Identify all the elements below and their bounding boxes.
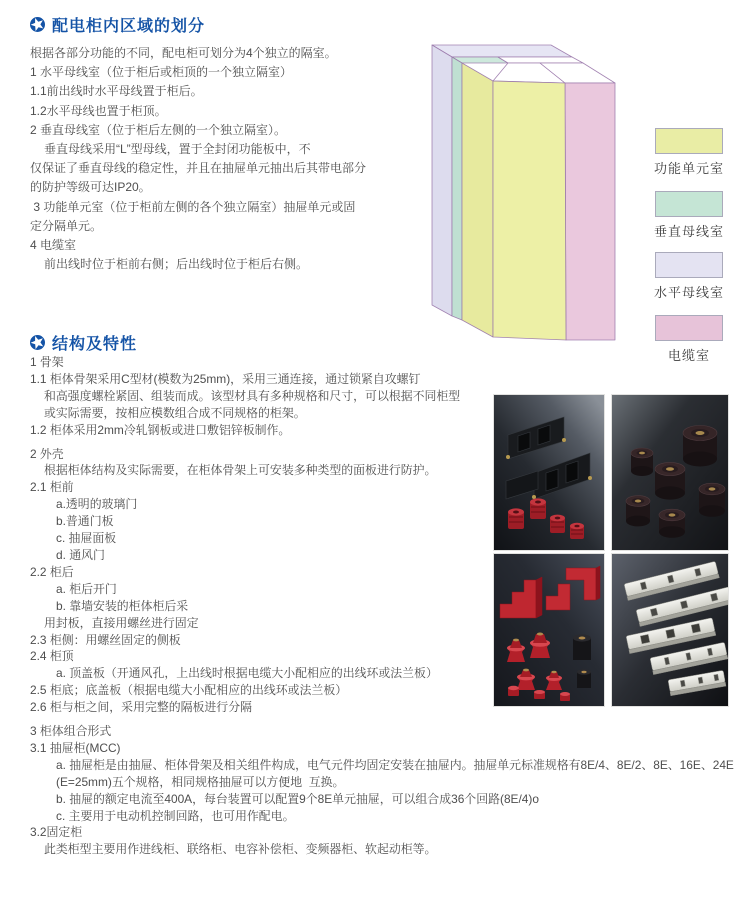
busbar-holders-image bbox=[612, 554, 728, 706]
legend-item-vertical bbox=[646, 191, 732, 240]
photo-busbar-clamps bbox=[493, 394, 605, 551]
text-line: 1 骨架 bbox=[30, 355, 64, 369]
text-line: 2 外壳 bbox=[30, 446, 64, 461]
text-line: 2 垂直母线室（位于柜后左侧的一个独立隔室）。 bbox=[30, 122, 287, 137]
busbar-clamps-image bbox=[494, 395, 604, 550]
text-line: a.透明的玻璃门 bbox=[56, 497, 138, 512]
legend-label: 电缆室 bbox=[667, 348, 710, 363]
legend-label: 垂直母线室 bbox=[653, 224, 724, 239]
text-line: 2.6 柜与柜之间，采用完整的隔板进行分隔 bbox=[30, 700, 252, 715]
text-line bbox=[30, 716, 742, 723]
text-line: 根据各部分功能的不同，配电柜可划分为4个独立的隔室。 bbox=[30, 46, 337, 60]
legend-label: 水平母线室 bbox=[653, 285, 724, 300]
text-line: b. 抽屉的额定电流至400A，每台装置可以配置9个8E单元抽屉，可以组合成36个回路(8E/4)o bbox=[56, 791, 539, 806]
text-line: 1.1前出线时水平母线置于柜后。 bbox=[30, 84, 203, 99]
text-line: 3.2固定柜 bbox=[30, 825, 83, 840]
text-line: b.普通门板 bbox=[56, 514, 114, 529]
star-circle-icon bbox=[30, 335, 45, 350]
text-line: d. 通风门 bbox=[56, 547, 105, 562]
text-line: 定分隔单元。 bbox=[30, 218, 103, 233]
text-line: 的防护等级可达IP20。 bbox=[30, 180, 151, 195]
photo-busbar-holders bbox=[611, 553, 729, 707]
text-line: 4 电缆室 bbox=[30, 238, 77, 253]
section1-body bbox=[30, 44, 440, 274]
cable-room-front-face bbox=[565, 83, 615, 340]
photo-red-insulators bbox=[493, 553, 605, 707]
text-line: 此类柜型主要用作进线柜、联络柜、电容补偿柜、变频器柜、软起动柜等。 bbox=[44, 842, 437, 857]
legend-item-horizontal bbox=[646, 252, 732, 301]
text-line: 2.4 柜顶 bbox=[30, 649, 74, 664]
legend-item-functional bbox=[646, 128, 732, 177]
text-line: 1 水平母线室（位于柜后或柜顶的一个独立隔室） bbox=[30, 65, 293, 80]
red-insulators-image bbox=[494, 554, 604, 706]
text-line: 3.1 抽屉柜(MCC) bbox=[30, 740, 121, 755]
cabinet-3d-drawing bbox=[420, 35, 640, 345]
text-line: 2.2 柜后 bbox=[30, 564, 74, 579]
text-line: 根据柜体结构及实际需要，在柜体骨架上可安装多种类型的面板进行防护。 bbox=[44, 463, 437, 478]
text-line: 2.1 柜前 bbox=[30, 480, 74, 495]
functional-unit-side-face bbox=[462, 63, 493, 337]
text-line: a. 柜后开门 bbox=[56, 581, 117, 596]
text-line: 和高强度螺栓紧固、组装而成。该型材具有多种规格和尺寸，可以根据不同柜型 bbox=[44, 388, 461, 403]
photo-cylindrical-insulators bbox=[611, 394, 729, 551]
text-line: a. 顶盖板（开通风孔，上出线时根据电缆大小配相应的出线环或法兰板） bbox=[56, 666, 438, 681]
legend-label: 功能单元室 bbox=[653, 161, 724, 176]
section2-title: 结构及特性 bbox=[52, 336, 138, 353]
horizontal-busbar-side-face bbox=[432, 45, 452, 316]
cabinet-compartment-diagram bbox=[420, 35, 640, 350]
text-line: 垂直母线采用“L”型母线，置于全封闭功能板中，不 bbox=[44, 142, 311, 157]
functional-unit-front-face bbox=[493, 81, 566, 340]
text-line: 1.1 柜体骨架采用C型材(模数为25mm)，采用三通连接，通过锁紧自攻螺钉 bbox=[30, 371, 421, 386]
vertical-busbar-side-face bbox=[452, 57, 462, 320]
text-line: 用封板，直接用螺丝进行固定 bbox=[44, 615, 199, 630]
text-line: 2.3 柜侧：用螺丝固定的侧板 bbox=[30, 632, 181, 647]
text-line: c. 主要用于电动机控制回路，也可用作配电。 bbox=[56, 808, 295, 823]
text-line: (E=25mm)五个规格，相同规格抽屉可以方便地 互换。 bbox=[56, 774, 345, 789]
section2-header bbox=[30, 331, 137, 354]
text-line: 1.2 柜体采用2mm冷轧钢板或进口敷铝锌板制作。 bbox=[30, 422, 291, 437]
legend-swatch-functional bbox=[655, 128, 723, 154]
legend-swatch-vertical bbox=[655, 191, 723, 217]
horizontal-busbar-top-face bbox=[432, 45, 572, 57]
text-line: 3 柜体组合形式 bbox=[30, 724, 112, 739]
text-line: 2.5 柜底；底盖板（根据电缆大小配相应的出线环或法兰板） bbox=[30, 683, 348, 698]
text-line: 仅保证了垂直母线的稳定性，并且在抽屉单元抽出后其带电部分 bbox=[30, 161, 367, 176]
text-line: 或实际需要，按相应模数组合成不同规格的柜架。 bbox=[44, 405, 306, 420]
text-line: c. 抽屉面板 bbox=[56, 531, 117, 546]
legend-swatch-horizontal bbox=[655, 252, 723, 278]
text-line: a. 抽屉柜是由抽屉、柜体骨架及相关组件构成，电气元件均固定安装在抽屉内。抽屉单元标准规格有8E/4、8E/2、8E、16E、24E bbox=[56, 757, 734, 772]
cylindrical-insulators-image bbox=[612, 395, 728, 550]
star-circle-icon bbox=[30, 17, 45, 32]
section1-title: 配电柜内区域的划分 bbox=[52, 18, 206, 35]
top-white-band bbox=[498, 57, 583, 63]
section1-header bbox=[30, 13, 205, 36]
text-line: 前出线时位于柜前右侧；后出线时位于柜后右侧。 bbox=[44, 257, 309, 272]
legend-swatch-cable bbox=[655, 315, 723, 341]
text-line: 1.2水平母线也置于柜顶。 bbox=[30, 103, 167, 118]
text-line: b. 靠墙安装的柜体柜后采 bbox=[56, 598, 189, 613]
text-line: 3 功能单元室（位于柜前左侧的各个独立隔室）抽屉单元或固 bbox=[30, 199, 356, 214]
